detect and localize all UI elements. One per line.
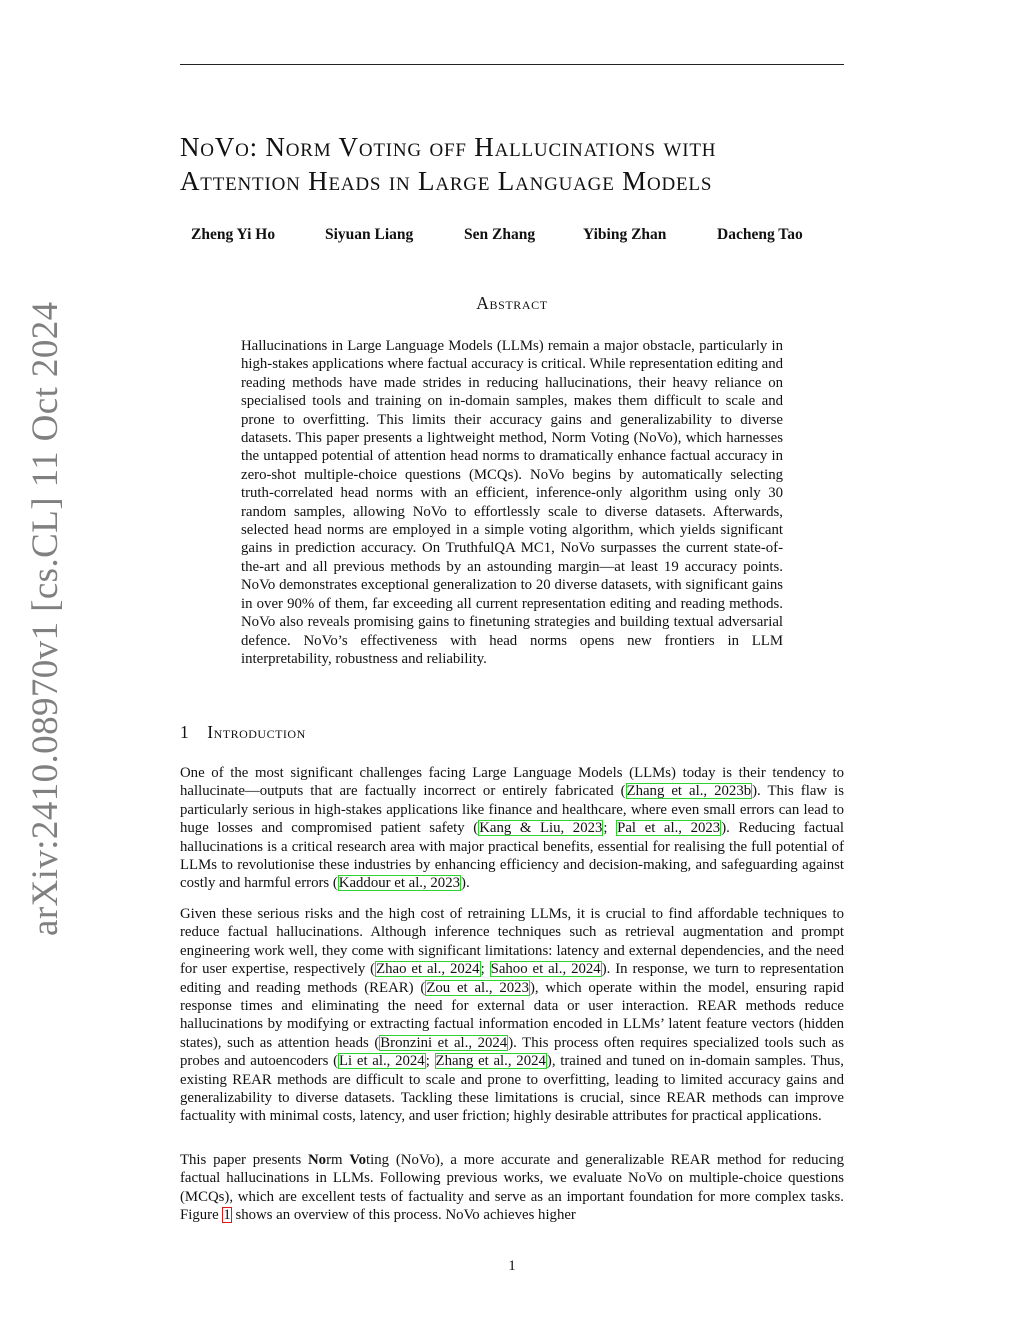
intro-paragraph-2: Given these serious risks and the high cost of retraining LLMs, it is crucial to find affordable techniques to reduce factual hallucinations. Although inference techniques such as retrieval augmentation and prompt engineering work well, they come with significant limitations: latency and external dependencies, and the need for user expertise, respectively (Zhao et al., 2024; Sahoo et al., 2024). In response, we turn to representation editing and reading methods (REAR) (Zou et al., 2023), which operate within the model, ensuring rapid response times and eliminating the need for external data or user interaction. REAR methods reduce hallucinations by modifying or extracting factual information encoded in LLMs’ latent feature vectors (hidden states), such as attention heads (Bronzini et al., 2024). This process often requires specialized tools such as probes and autoencoders (Li et al., 2024; Zhang et al., 2024), trained and tuned on in-domain samples. Thus, existing REAR methods are difficult to scale and prone to overfitting, leading to limited accuracy gains and generalizability to diverse datasets. Tackling these limitations is crucial, since REAR methods can improve factuality with minimal costs, latency, and user friction; highly desirable attributes for practical applications. [180,906,844,1125]
bold-no: No [308,1152,327,1168]
arxiv-identifier[interactable]: arXiv:2410.08970v1 [cs.CL] 11 Oct 2024 [25,301,66,936]
citation-link[interactable]: Bronzini et al., 2024 [380,1034,508,1051]
author-2: Siyuan Liang [325,226,414,243]
author-1: Zheng Yi Ho [191,226,276,243]
abstract-text: Hallucinations in Large Language Models (LLMs) remain a major obstacle, particularly in high-stakes applications where factual accuracy is critical. While representation editing and reading methods have made strides in reducing hallucinations, their heavy reliance on specialised tools and training on in-domain samples, makes them difficult to scale and prone to overfitting. This limits their accuracy gains and generalizability to diverse datasets. This paper presents a lightweight method, Norm Voting (NoVo), which harnesses the untapped potential of attention head norms to dramatically enhance factual accuracy in zero-shot multiple-choice questions (MCQs). NoVo begins by automatically selecting truth-correlated head norms with an efficient, inference-only algorithm using only 30 random samples, allowing NoVo to effortlessly scale to diverse datasets. Afterwards, selected head norms are employed in a simple voting algorithm, which yields significant gains in prediction accuracy. On TruthfulQA MC1, NoVo surpasses the current state-of-the-art and all previous methods by an astounding margin—at least 19 accuracy points. NoVo demonstrates exceptional generalization to 20 diverse datasets, with significant gains in over 90% of them, far exceeding all current representation editing and reading methods. NoVo also reveals promising gains to finetuning strategies and building textual adversarial defence. NoVo’s effectiveness with head norms opens new frontiers in LLM interpretability, robustness and reliability. [241,338,783,667]
author-4: Yibing Zhan [583,226,667,243]
figure-reference-link[interactable]: 1 [223,1207,231,1224]
title-line-1: NoVo: Norm Voting off Hallucinations with [180,132,717,162]
section-title: Introduction [207,722,306,742]
author-5: Dacheng Tao [717,226,803,243]
section-heading [180,722,306,743]
author-3: Sen Zhang [464,226,536,243]
citation-link[interactable]: Zhang et al., 2024 [435,1053,546,1070]
abstract-heading: Abstract [476,293,548,313]
citation-link[interactable]: Zhao et al., 2024 [376,961,480,978]
citation-link[interactable]: Pal et al., 2023 [617,820,721,837]
title-line-2: Attention Heads in Large Language Models [180,166,713,196]
citation-link[interactable]: Zhang et al., 2023b [626,783,752,800]
citation-link[interactable]: Sahoo et al., 2024 [490,961,601,978]
author-list [180,226,844,248]
citation-link[interactable]: Kang & Liu, 2023 [479,820,603,837]
top-rule [180,64,844,65]
paper-title [180,130,860,198]
citation-link[interactable]: Kaddour et al., 2023 [338,875,461,892]
citation-link[interactable]: Li et al., 2024 [339,1053,425,1070]
page-number: 1 [508,1258,516,1274]
bold-vo: Vo [349,1152,367,1168]
section-number: 1 [180,722,190,742]
citation-link[interactable]: Zou et al., 2023 [426,979,529,996]
intro-paragraph-3: This paper presents Norm Voting (NoVo), a more accurate and generalizable REAR method for reducing factual hallucinations in LLMs. Following previous works, we evaluate NoVo on multiple-choice questions (MCQs), which are excellent tests of factuality and serve as an important foundation for more complex tasks. Figure 1 shows an overview of this process. NoVo achieves higher [180,1152,844,1224]
intro-paragraph-1: One of the most significant challenges facing Large Language Models (LLMs) today is their tendency to hallucinate—outputs that are factually incorrect or entirely fabricated (Zhang et al., 2023b). This flaw is particularly serious in high-stakes applications like finance and healthcare, where even small errors can lead to huge losses and compromised patient safety (Kang & Liu, 2023; Pal et al., 2023). Reducing factual hallucinations is a critical research area with major practical benefits, essential for realising the full potential of LLMs to revolutionise these industries by enhancing efficiency and decision-making, and safeguarding against costly and harmful errors (Kaddour et al., 2023). [180,765,844,892]
